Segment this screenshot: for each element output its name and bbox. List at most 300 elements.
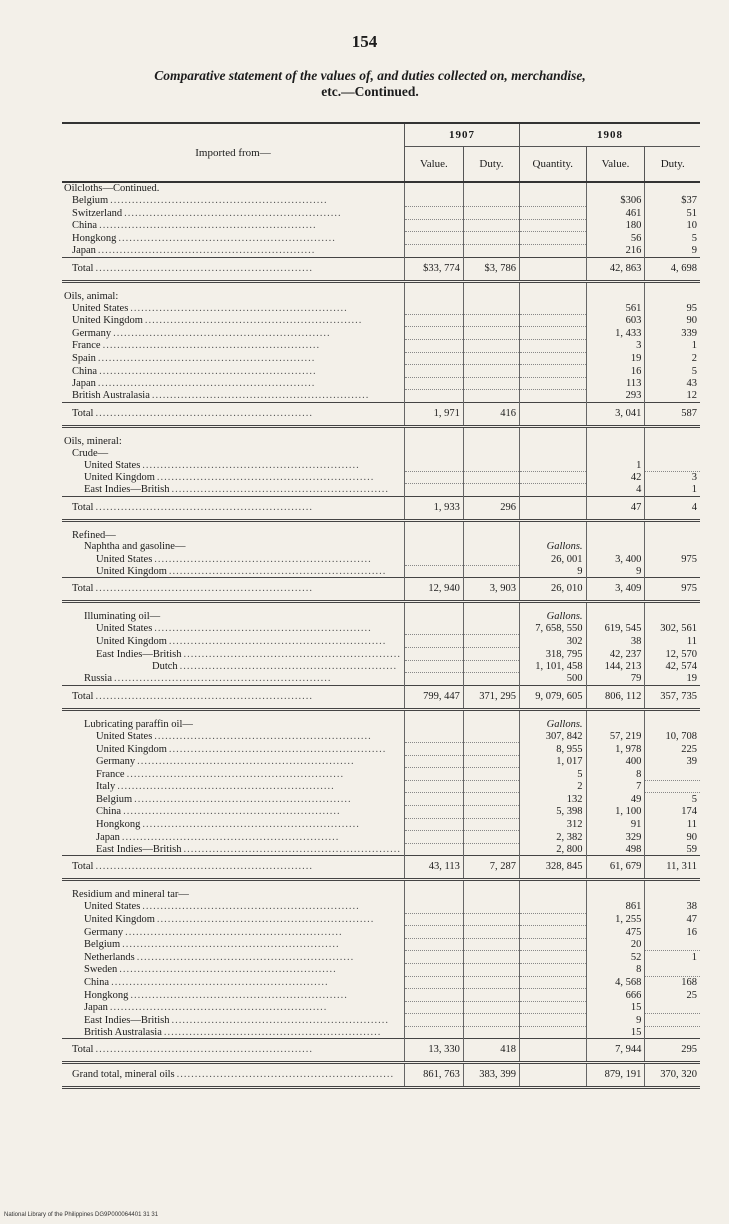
leader-dots: ............................................................ bbox=[154, 553, 372, 565]
duty-1907-cell: 418 bbox=[463, 1039, 519, 1063]
duty-1907-cell bbox=[463, 530, 519, 542]
row-label bbox=[62, 182, 404, 195]
quantity-1908-cell bbox=[520, 436, 587, 448]
duty-1907-cell bbox=[463, 938, 519, 951]
quantity-1908-cell bbox=[520, 1063, 587, 1088]
duty-1908-cell bbox=[645, 719, 700, 731]
duty-1907-cell bbox=[463, 831, 519, 844]
table-row bbox=[62, 195, 700, 207]
duty-1907-cell bbox=[463, 913, 519, 926]
row-label-text: United Kingdom bbox=[96, 565, 167, 577]
value-1907-cell bbox=[404, 648, 463, 661]
row-label-text: United States bbox=[96, 730, 153, 742]
quantity-1908-cell bbox=[520, 913, 587, 926]
row-label bbox=[62, 448, 404, 460]
leader-dots: ............................................................ bbox=[95, 501, 313, 513]
value-1908-cell: 7, 944 bbox=[586, 1039, 645, 1063]
duty-1907-cell bbox=[463, 901, 519, 913]
table-row bbox=[62, 314, 700, 327]
row-label-text: United States bbox=[96, 553, 153, 565]
row-label-text: Grand total, mineral oils bbox=[72, 1069, 175, 1081]
value-1908-cell: 1, 978 bbox=[586, 743, 645, 756]
row-label bbox=[62, 938, 404, 951]
value-1908-cell: 15 bbox=[586, 1001, 645, 1014]
duty-1907-cell bbox=[463, 755, 519, 768]
value-1908-cell: 1 bbox=[586, 459, 645, 471]
row-label-text: Belgium bbox=[84, 939, 121, 951]
row-label bbox=[62, 963, 404, 976]
row-label-text: Crude— bbox=[72, 447, 109, 459]
value-1908-cell: 180 bbox=[586, 219, 645, 232]
leader-dots: ............................................................ bbox=[156, 472, 375, 484]
row-label-text: Germany bbox=[72, 327, 112, 339]
duty-1908-cell: 42, 574 bbox=[665, 661, 697, 673]
value-1907-cell: 12, 940 bbox=[404, 578, 463, 602]
duty-1908-cell: 10 bbox=[686, 220, 697, 232]
row-label-text: East Indies—British bbox=[96, 843, 182, 855]
table-row bbox=[62, 793, 700, 806]
leader-dots: ............................................................ bbox=[156, 914, 375, 926]
duty-1908-cell: 975 bbox=[681, 553, 697, 565]
table-caption bbox=[40, 68, 700, 100]
quantity-1908-cell: 1, 017 bbox=[520, 755, 587, 768]
value-1908-cell: 3 bbox=[586, 339, 645, 352]
leader-dots: ............................................................ bbox=[99, 365, 317, 377]
table-row bbox=[62, 390, 700, 403]
duty-1907-cell: 416 bbox=[463, 402, 519, 426]
row-label bbox=[62, 291, 404, 303]
duty-1908-cell bbox=[645, 1001, 700, 1014]
value-1907-cell bbox=[404, 938, 463, 951]
quantity-1908-cell: 26, 001 bbox=[520, 553, 587, 565]
value-1907-cell bbox=[404, 365, 463, 378]
leader-dots: ............................................................ bbox=[137, 756, 355, 768]
table-row bbox=[62, 780, 700, 793]
quantity-1908-cell bbox=[520, 926, 587, 939]
total-row bbox=[62, 578, 700, 602]
duty-1907-cell bbox=[463, 1014, 519, 1027]
quantity-1908-cell bbox=[520, 938, 587, 951]
table-row bbox=[62, 565, 700, 578]
quantity-1908-cell bbox=[520, 989, 587, 1002]
value-1907-header: Value. bbox=[404, 147, 463, 183]
row-label-text: Residium and mineral tar— bbox=[72, 889, 189, 901]
table-row bbox=[62, 831, 700, 844]
value-1907-cell bbox=[404, 182, 463, 195]
duty-1908-cell: 4 bbox=[645, 496, 700, 520]
duty-1907-cell bbox=[463, 377, 519, 390]
duty-1907-cell bbox=[463, 730, 519, 742]
duty-1908-cell: 5 bbox=[691, 793, 697, 805]
quantity-1908-cell: 500 bbox=[520, 673, 587, 686]
duty-1908-cell: 357, 735 bbox=[645, 685, 700, 709]
year-1908-header: 1908 bbox=[520, 123, 700, 147]
row-label bbox=[62, 459, 404, 471]
value-1907-cell bbox=[404, 793, 463, 806]
duty-1907-cell bbox=[463, 484, 519, 497]
value-1908-cell: 113 bbox=[586, 377, 645, 390]
table-row bbox=[62, 365, 700, 378]
row-label bbox=[62, 831, 404, 844]
table-row bbox=[62, 743, 700, 756]
row-label-text: British Australasia bbox=[72, 390, 150, 402]
duty-1908-cell: 90 bbox=[686, 315, 697, 327]
table-row bbox=[62, 327, 700, 340]
leader-dots: ............................................................ bbox=[154, 730, 372, 742]
row-label-text: Illuminating oil— bbox=[84, 611, 161, 623]
value-1908-cell bbox=[586, 611, 645, 623]
row-label bbox=[62, 1014, 404, 1027]
quantity-1908-cell bbox=[520, 244, 587, 257]
duty-1908-cell bbox=[645, 780, 700, 793]
section-heading-row bbox=[62, 448, 700, 460]
duty-1908-cell: 59 bbox=[686, 843, 697, 855]
row-label-text: Oils, animal: bbox=[64, 290, 119, 302]
duty-1907-cell bbox=[463, 818, 519, 831]
row-label-text: Netherlands bbox=[84, 951, 135, 963]
quantity-1908-cell bbox=[520, 1001, 587, 1014]
value-1907-cell: 43, 113 bbox=[404, 856, 463, 880]
value-1907-cell bbox=[404, 327, 463, 340]
quantity-1908-cell: 2, 382 bbox=[520, 831, 587, 844]
value-1907-cell bbox=[404, 719, 463, 731]
duty-1908-cell: 95 bbox=[686, 302, 697, 314]
duty-1908-cell: 47 bbox=[686, 914, 697, 926]
value-1907-cell bbox=[404, 623, 463, 635]
value-1908-cell: 8 bbox=[586, 768, 645, 781]
table-row bbox=[62, 818, 700, 831]
row-label bbox=[62, 818, 404, 831]
leader-dots: ............................................................ bbox=[95, 262, 313, 274]
row-label-text: United States bbox=[72, 302, 129, 314]
row-label bbox=[62, 352, 404, 365]
duty-1907-cell bbox=[463, 843, 519, 856]
row-label-text: United States bbox=[96, 623, 153, 635]
duty-1908-cell: 39 bbox=[686, 756, 697, 768]
value-1908-cell: 806, 112 bbox=[586, 685, 645, 709]
value-1907-cell bbox=[404, 377, 463, 390]
value-1907-cell bbox=[404, 390, 463, 403]
table-row bbox=[62, 963, 700, 976]
row-label bbox=[62, 623, 404, 635]
leader-dots: ............................................................ bbox=[95, 861, 313, 873]
value-1907-cell bbox=[404, 755, 463, 768]
quantity-1908-cell: 312 bbox=[520, 818, 587, 831]
row-label-text: Germany bbox=[96, 756, 136, 768]
value-1907-cell bbox=[404, 1014, 463, 1027]
value-1908-cell: 619, 545 bbox=[586, 623, 645, 635]
row-label bbox=[62, 195, 404, 207]
row-label bbox=[62, 471, 404, 484]
value-1908-cell: 4, 568 bbox=[586, 976, 645, 989]
value-1908-cell: 91 bbox=[586, 818, 645, 831]
value-1907-cell bbox=[404, 730, 463, 742]
duty-1908-cell: 11 bbox=[686, 635, 697, 647]
duty-1907-cell bbox=[463, 182, 519, 195]
quantity-1908-cell bbox=[520, 352, 587, 365]
value-1908-cell: 3, 400 bbox=[586, 553, 645, 565]
quantity-1908-cell bbox=[520, 182, 587, 195]
row-label bbox=[62, 496, 404, 520]
duty-1907-cell: 383, 399 bbox=[463, 1063, 519, 1088]
row-label-text: Hongkong bbox=[72, 232, 117, 244]
quantity-1908-cell bbox=[520, 365, 587, 378]
value-1907-cell bbox=[404, 352, 463, 365]
row-label-text: United Kingdom bbox=[96, 743, 167, 755]
value-1907-cell bbox=[404, 818, 463, 831]
value-1908-cell: 79 bbox=[586, 673, 645, 686]
value-1908-cell bbox=[586, 291, 645, 303]
table-row bbox=[62, 484, 700, 497]
value-1907-cell bbox=[404, 448, 463, 460]
duty-1908-cell bbox=[645, 448, 700, 460]
quantity-1908-cell bbox=[520, 901, 587, 913]
leader-dots: ............................................................ bbox=[179, 661, 398, 673]
value-1907-cell: 1, 933 bbox=[404, 496, 463, 520]
duty-1908-cell: 1 bbox=[691, 340, 697, 352]
leader-dots: ............................................................ bbox=[168, 565, 387, 577]
row-label bbox=[62, 327, 404, 340]
row-label bbox=[62, 719, 404, 731]
row-label-text: China bbox=[72, 365, 98, 377]
value-1907-cell bbox=[404, 195, 463, 207]
table-row bbox=[62, 352, 700, 365]
value-1908-cell: 603 bbox=[586, 314, 645, 327]
quantity-1908-cell bbox=[520, 963, 587, 976]
quantity-1908-cell: 132 bbox=[520, 793, 587, 806]
row-label bbox=[62, 578, 404, 602]
quantity-1908-cell: 5, 398 bbox=[520, 805, 587, 818]
value-1907-cell bbox=[404, 565, 463, 578]
duty-1908-cell: 43 bbox=[686, 378, 697, 390]
duty-1908-cell: 9 bbox=[691, 244, 697, 256]
row-label bbox=[62, 377, 404, 390]
row-label-text: Dutch bbox=[152, 661, 178, 673]
leader-dots: ............................................................ bbox=[130, 302, 348, 314]
duty-1908-cell: 1 bbox=[691, 484, 697, 496]
table-header bbox=[62, 123, 700, 182]
duty-1907-cell bbox=[463, 1026, 519, 1039]
table-row bbox=[62, 901, 700, 913]
table-row bbox=[62, 755, 700, 768]
value-1907-cell bbox=[404, 1001, 463, 1014]
row-label-text: Total bbox=[72, 690, 94, 702]
row-label bbox=[62, 976, 404, 989]
table-row bbox=[62, 471, 700, 484]
leader-dots: ............................................................ bbox=[123, 806, 341, 818]
value-1908-cell bbox=[586, 889, 645, 901]
quantity-1908-cell bbox=[520, 232, 587, 245]
row-label bbox=[62, 780, 404, 793]
quantity-1908-cell: 5 bbox=[520, 768, 587, 781]
value-1908-cell: 20 bbox=[586, 938, 645, 951]
leader-dots: ............................................................ bbox=[95, 690, 313, 702]
value-1908-cell: 879, 191 bbox=[586, 1063, 645, 1088]
row-label-text: East Indies—British bbox=[96, 648, 182, 660]
leader-dots: ............................................................ bbox=[95, 407, 313, 419]
duty-1908-cell: 168 bbox=[681, 977, 697, 988]
table-row bbox=[62, 938, 700, 951]
table-row bbox=[62, 244, 700, 257]
section-heading-row bbox=[62, 436, 700, 448]
duty-1908-cell bbox=[645, 768, 700, 781]
quantity-1908-cell bbox=[520, 402, 587, 426]
table-row bbox=[62, 635, 700, 648]
row-label-text: Hongkong bbox=[84, 989, 129, 1001]
duty-1907-cell bbox=[463, 541, 519, 553]
duty-1908-cell: 51 bbox=[686, 207, 697, 219]
value-1908-cell: 61, 679 bbox=[586, 856, 645, 880]
quantity-1908-cell bbox=[520, 976, 587, 989]
row-label-text: Lubricating paraffin oil— bbox=[84, 718, 193, 730]
value-1908-cell: 3, 041 bbox=[586, 402, 645, 426]
value-1908-cell: 42 bbox=[586, 471, 645, 484]
row-label bbox=[62, 244, 404, 257]
value-1908-cell: 461 bbox=[586, 207, 645, 220]
value-1908-cell: 3, 409 bbox=[586, 578, 645, 602]
row-label-text: France bbox=[72, 340, 101, 352]
row-label-text: Japan bbox=[84, 1002, 108, 1014]
duty-1907-cell bbox=[463, 611, 519, 623]
table-body bbox=[62, 182, 700, 1088]
leader-dots: ............................................................ bbox=[118, 232, 336, 244]
quantity-1908-cell bbox=[520, 195, 587, 207]
duty-1907-cell bbox=[463, 989, 519, 1002]
table-row bbox=[62, 1014, 700, 1027]
value-1907-cell bbox=[404, 805, 463, 818]
duty-1908-cell: 25 bbox=[686, 989, 697, 1001]
value-1908-cell: 42, 237 bbox=[586, 648, 645, 661]
table-row bbox=[62, 805, 700, 818]
quantity-1908-header: Quantity. bbox=[520, 147, 587, 183]
row-label bbox=[62, 553, 404, 565]
duty-1908-cell bbox=[645, 565, 700, 578]
section-heading-row bbox=[62, 530, 700, 542]
row-label-text: Japan bbox=[72, 244, 96, 256]
duty-1907-cell bbox=[463, 471, 519, 484]
value-1907-cell bbox=[404, 963, 463, 976]
value-1908-cell: 666 bbox=[586, 989, 645, 1002]
table-row bbox=[62, 976, 700, 989]
leader-dots: ............................................................ bbox=[110, 195, 328, 207]
row-label-text: Belgium bbox=[96, 793, 133, 805]
quantity-1908-cell bbox=[520, 530, 587, 542]
value-1908-header: Value. bbox=[586, 147, 645, 183]
row-label bbox=[62, 989, 404, 1002]
value-1907-cell bbox=[404, 780, 463, 793]
quantity-1908-cell bbox=[520, 314, 587, 327]
row-label bbox=[62, 436, 404, 448]
section-heading-row bbox=[62, 611, 700, 623]
value-1908-cell: 9 bbox=[586, 565, 645, 578]
row-label-text: Russia bbox=[84, 673, 113, 685]
value-1908-cell bbox=[586, 448, 645, 460]
value-1907-cell bbox=[404, 913, 463, 926]
duty-1907-cell bbox=[463, 951, 519, 964]
section-heading-row bbox=[62, 541, 700, 553]
leader-dots: ............................................................ bbox=[114, 673, 332, 685]
duty-1907-cell: 3, 903 bbox=[463, 578, 519, 602]
duty-1907-header: Duty. bbox=[463, 147, 519, 183]
total-row bbox=[62, 402, 700, 426]
duty-1907-cell bbox=[463, 719, 519, 731]
row-label bbox=[62, 635, 404, 648]
duty-1908-cell: 16 bbox=[686, 926, 697, 938]
row-label-text: Total bbox=[72, 583, 94, 595]
row-label-text: United States bbox=[84, 901, 141, 913]
leader-dots: ............................................................ bbox=[142, 459, 360, 471]
duty-1907-cell bbox=[463, 635, 519, 648]
row-label bbox=[62, 730, 404, 742]
value-1908-cell: 293 bbox=[586, 390, 645, 403]
total-row bbox=[62, 685, 700, 709]
leader-dots: ............................................................ bbox=[171, 484, 389, 496]
duty-1908-cell: 975 bbox=[645, 578, 700, 602]
duty-1908-cell bbox=[645, 938, 700, 951]
library-footer: National Library of the Philippines DG9P000064401 31 31 bbox=[4, 1212, 159, 1218]
row-label bbox=[62, 565, 404, 578]
row-label-text: China bbox=[84, 977, 110, 988]
row-label bbox=[62, 805, 404, 818]
row-label-text: United Kingdom bbox=[84, 472, 155, 484]
leader-dots: ............................................................ bbox=[126, 768, 345, 780]
value-1907-cell bbox=[404, 889, 463, 901]
duty-1907-cell: $3, 786 bbox=[463, 257, 519, 281]
value-1907-cell bbox=[404, 743, 463, 756]
duty-1907-cell bbox=[463, 207, 519, 220]
value-1908-cell: 8 bbox=[586, 963, 645, 976]
value-1908-cell: 400 bbox=[586, 755, 645, 768]
quantity-1908-cell bbox=[520, 889, 587, 901]
table-row bbox=[62, 553, 700, 565]
value-1908-cell: 4 bbox=[586, 484, 645, 497]
value-1908-cell: 144, 213 bbox=[586, 660, 645, 673]
quantity-1908-cell bbox=[520, 257, 587, 281]
value-1907-cell bbox=[404, 530, 463, 542]
leader-dots: ............................................................ bbox=[183, 843, 401, 855]
leader-dots: ............................................................ bbox=[151, 390, 370, 402]
quantity-1908-cell: Gallons. bbox=[520, 541, 587, 553]
row-label bbox=[62, 1026, 404, 1039]
value-1907-cell bbox=[404, 976, 463, 989]
duty-1907-cell bbox=[463, 976, 519, 989]
value-1908-cell: 475 bbox=[586, 926, 645, 939]
value-1908-cell: 16 bbox=[586, 365, 645, 378]
leader-dots: ............................................................ bbox=[142, 901, 360, 913]
quantity-1908-cell bbox=[520, 390, 587, 403]
value-1908-cell: 216 bbox=[586, 244, 645, 257]
duty-1908-cell: 12, 570 bbox=[665, 648, 697, 660]
duty-1908-cell: 5 bbox=[691, 365, 697, 377]
leader-dots: ............................................................ bbox=[136, 951, 355, 963]
value-1908-cell: 1, 100 bbox=[586, 805, 645, 818]
value-1907-cell: 861, 763 bbox=[404, 1063, 463, 1088]
quantity-1908-cell bbox=[520, 339, 587, 352]
row-label bbox=[62, 889, 404, 901]
quantity-1908-cell bbox=[520, 207, 587, 220]
year-1907-header: 1907 bbox=[404, 123, 519, 147]
duty-1908-cell: 174 bbox=[681, 806, 697, 818]
duty-1908-cell: 90 bbox=[686, 831, 697, 843]
row-label bbox=[62, 1063, 404, 1088]
quantity-1908-cell: 2 bbox=[520, 780, 587, 793]
row-label bbox=[62, 755, 404, 768]
row-label-text: Total bbox=[72, 1044, 94, 1056]
total-row bbox=[62, 257, 700, 281]
row-label bbox=[62, 660, 404, 673]
duty-1908-cell: 370, 320 bbox=[645, 1063, 700, 1088]
table-row bbox=[62, 302, 700, 314]
